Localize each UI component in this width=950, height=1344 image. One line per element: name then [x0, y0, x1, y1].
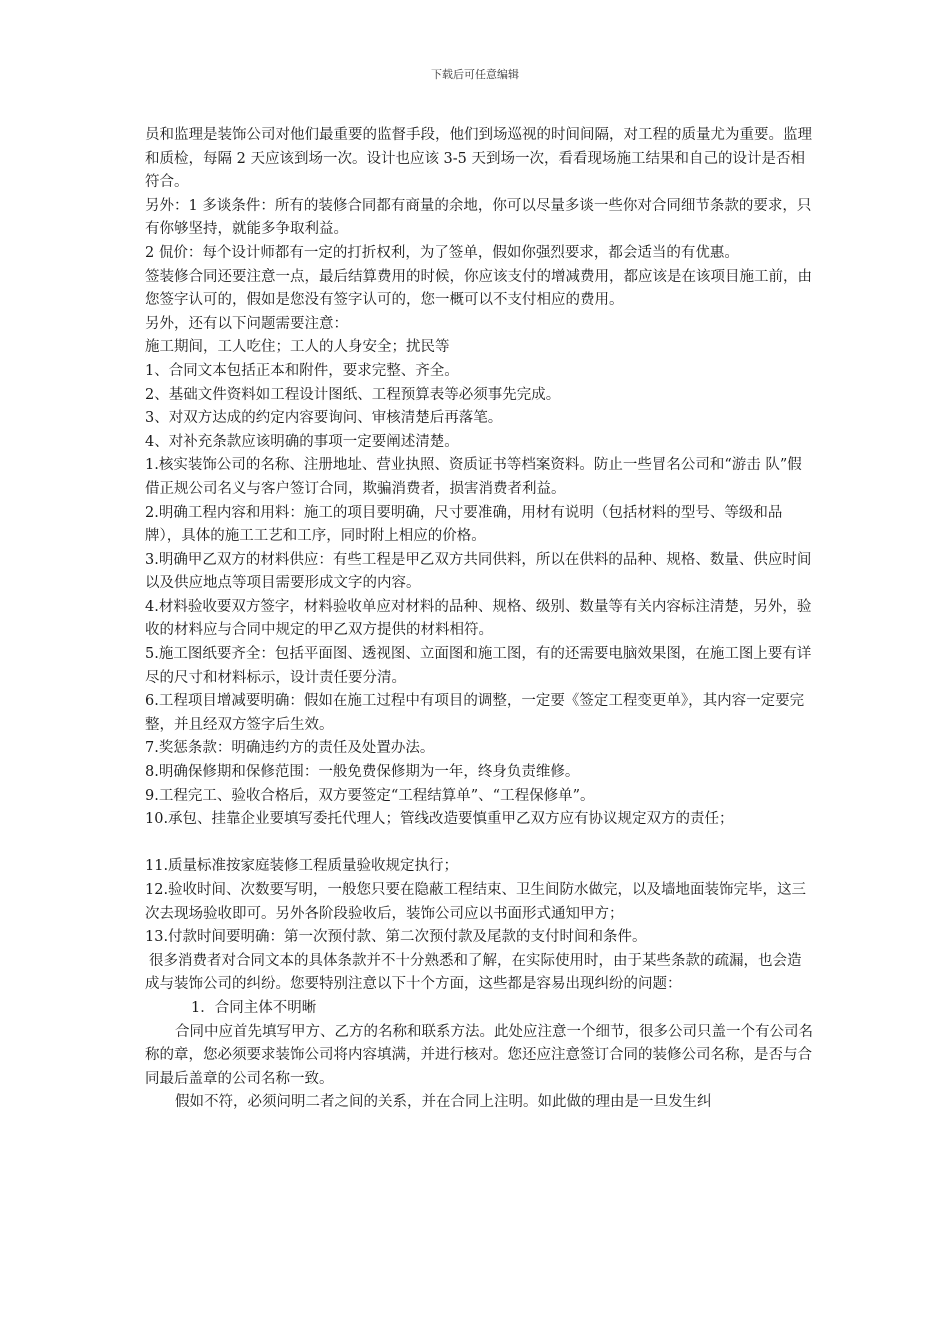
list-item: 2.明确工程内容和用料：施工的项目要明确，尺寸要准确，用材有说明（包括材料的型号、等级和品牌），具体的施工工艺和工序，同时附上相应的价格。 — [145, 504, 783, 545]
list-item: 1、合同文本包括正本和附件，要求完整、齐全。 — [145, 362, 459, 379]
document-body — [145, 124, 815, 1115]
paragraph: 假如不符，必须问明二者之间的关系，并在合同上注明。如此做的理由是一旦发生纠 — [175, 1094, 712, 1111]
list-item: 4.材料验收要双方签字，材料验收单应对材料的品种、规格、级别、数量等有关内容标注清楚，另外，验收的材料应与合同中规定的甲乙双方提供的材料相符。 — [145, 598, 812, 639]
list-item: 11.质量标准按家庭装修工程质量验收规定执行； — [145, 858, 459, 875]
page-header: 下载后可任意编辑 — [431, 68, 519, 81]
section-heading: 1．合同主体不明晰 — [191, 999, 317, 1016]
list-item: 9.工程完工、验收合格后，双方要签定“工程结算单”、“工程保修单”。 — [145, 787, 595, 804]
list-item: 13.付款时间要明确：第一次预付款、第二次预付款及尾款的支付时间和条件。 — [145, 929, 647, 946]
list-item: 4、对补充条款应该明确的事项一定要阐述清楚。 — [145, 433, 459, 450]
paragraph: 另外，还有以下问题需要注意： — [145, 315, 348, 332]
paragraph: 签装修合同还要注意一点，最后结算费用的时候，你应该支付的增减费用，都应该是在该项目施工前，由您签字认可的，假如是您没有签字认可的，您一概可以不支付相应的费用。 — [145, 268, 812, 309]
list-item: 5.施工图纸要齐全：包括平面图、透视图、立面图和施工图，有的还需要电脑效果图，在施工图上要有详尽的尺寸和材料标示，设计责任要分清。 — [145, 646, 812, 686]
list-item: 10.承包、挂靠企业要填写委托代理人；管线改造要慎重甲乙双方应有协议规定双方的责任； — [145, 811, 734, 828]
list-item: 6.工程项目增减要明确：假如在施工过程中有项目的调整，一定要《签定工程变更单》，其内容一定要完整，并且经双方签字后生效。 — [145, 693, 805, 733]
list-item: 12.验收时间、次数要写明，一般您只要在隐蔽工程结束、卫生间防水做完，以及墙地面装饰完毕，这三次去现场验收即可。另外各阶段验收后，装饰公司应以书面形式通知甲方； — [145, 882, 807, 922]
list-item: 2、基础文件资料如工程设计图纸、工程预算表等必须事先完成。 — [145, 386, 561, 403]
paragraph: 员和监理是装饰公司对他们最重要的监督手段，他们到场巡视的时间间隔，对工程的质量尤为重要。监理和质检，每隔 2 天应该到场一次。设计也应该 3-5 天到场一次，看看现场施工结果和自己的设计是否相符合。 — [145, 127, 812, 191]
list-item: 7.奖惩条款：明确违约方的责任及处置办法。 — [145, 740, 435, 757]
list-item: 3.明确甲乙双方的材料供应：有些工程是甲乙双方共同供料，所以在供料的品种、规格、数量、供应时间以及供应地点等项目需要形成文字的内容。 — [145, 551, 812, 592]
blank-line — [145, 832, 815, 856]
paragraph: 很多消费者对合同文本的具体条款并不十分熟悉和了解，在实际使用时，由于某些条款的疏漏，也会造成与装饰公司的纠纷。您要特别注意以下十个方面，这些都是容易出现纠纷的问题： — [145, 952, 802, 993]
paragraph: 2 侃价：每个设计师都有一定的打折权利，为了签单，假如你强烈要求，都会适当的有优惠。 — [145, 244, 739, 261]
paragraph: 施工期间，工人吃住；工人的人身安全；扰民等 — [145, 339, 450, 356]
paragraph: 合同中应首先填写甲方、乙方的名称和联系方法。此处应注意一个细节，很多公司只盖一个有公司名称的章，您必须要求装饰公司将内容填满，并进行核对。您还应注意签订合同的装修公司名称，是否与合同最后盖章的公司名称一致。 — [145, 1023, 813, 1087]
list-item: 8.明确保修期和保修范围：一般免费保修期为一年，终身负责维修。 — [145, 764, 580, 781]
list-item: 3、对双方达成的约定内容要询问、审核清楚后再落笔。 — [145, 410, 503, 427]
list-item: 1.核实装饰公司的名称、注册地址、营业执照、资质证书等档案资料。防止一些冒名公司和“游击 队”假借正规公司名义与客户签订合同，欺骗消费者，损害消费者利益。 — [145, 457, 802, 497]
paragraph: 另外：1 多谈条件：所有的装修合同都有商量的余地，你可以尽量多谈一些你对合同细节条款的要求，只有你够坚持，就能多争取利益。 — [145, 197, 812, 238]
